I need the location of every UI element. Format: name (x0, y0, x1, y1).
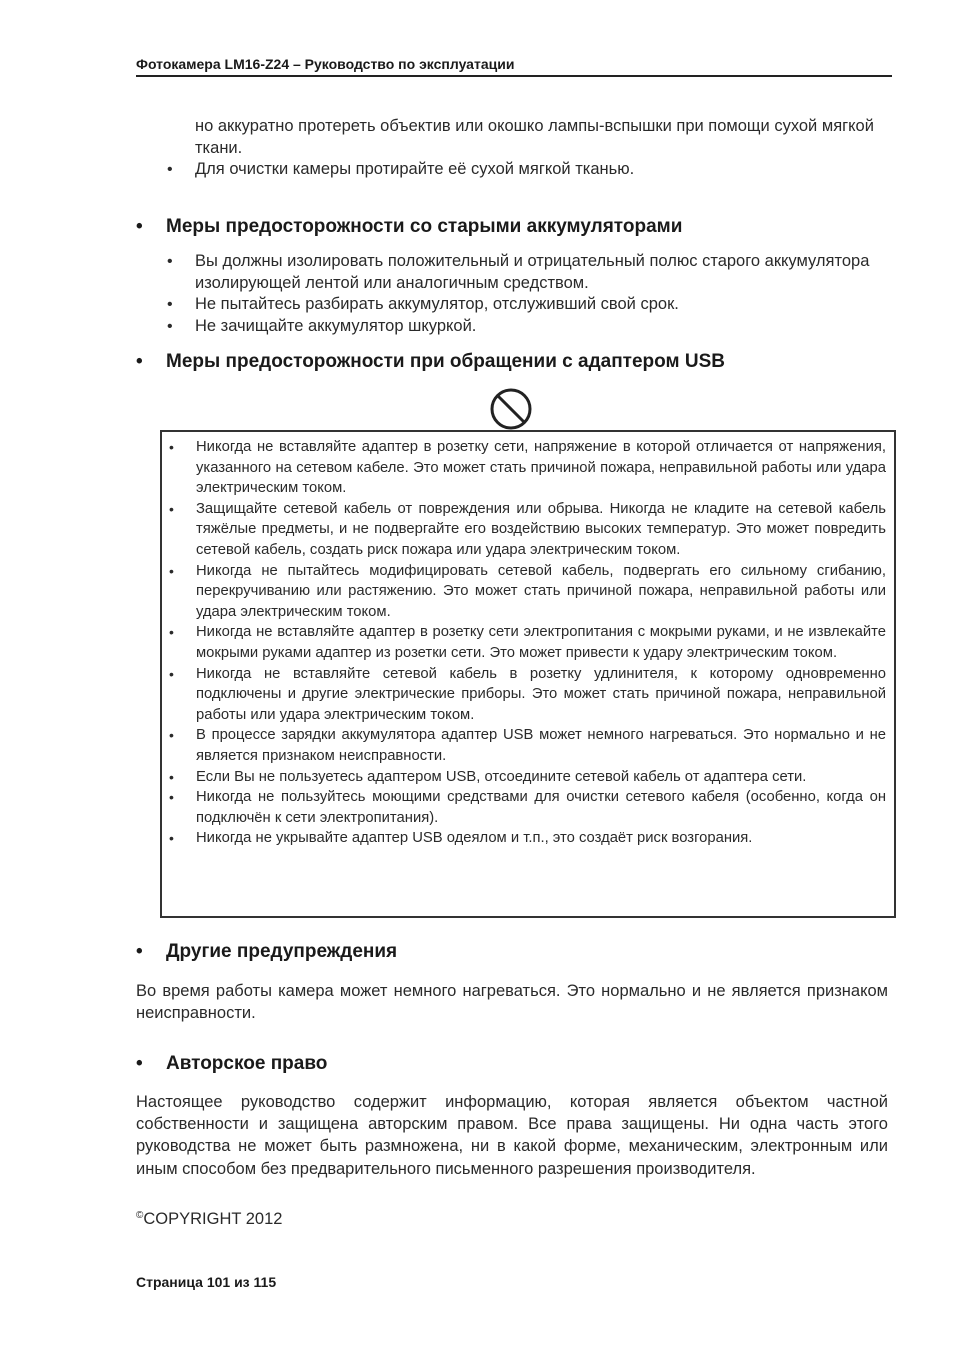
copyright-notice (136, 1210, 282, 1229)
copyright-text: Настоящее руководство содержит информацию, которая является объектом частной собственности и защищена авторским правом. Все права защищены. Ни одна часть этого руководства не может быть размножена, ни в какой форме, механическим, электронным или иным способом без предварительного письменного разрешения производителя. (136, 1093, 888, 1178)
usb-warning-box (160, 430, 896, 918)
list-item: • Если Вы не пользуетесь адаптером USB, отсоедините сетевой кабель от адаптера сети. (162, 767, 886, 788)
heading-text: Авторское право (166, 1053, 328, 1074)
bullet-icon: • (136, 1053, 143, 1074)
list-item: • Никогда не пытайтесь модифицировать сетевой кабель, подвергать его сильному сгибанию, перекручиванию или растяжению. Это может стать причиной пожара, неправильной работы или удара электрическим током. (162, 561, 886, 623)
list-item: • Для очистки камеры протирайте её сухой мягкой тканью. (136, 159, 888, 181)
page-header: Фотокамера LM16-Z24 – Руководство по эксплуатации (136, 56, 892, 77)
usb-warning-list (162, 437, 886, 849)
copyright-notice-text: COPYRIGHT 2012 (143, 1210, 283, 1228)
section-heading-usb-adapter (136, 351, 725, 373)
cleaning-section (136, 116, 888, 181)
bullet-icon: • (136, 216, 143, 237)
cleaning-list (136, 159, 888, 181)
list-item: • В процессе зарядки аккумулятора адаптер USB может немного нагреваться. Это нормально и не является признаком неисправности. (162, 725, 886, 766)
list-item: • Защищайте сетевой кабель от повреждения или обрыва. Никогда не кладите на сетевой кабель тяжёлые предметы, и не подвергайте его воздействию высоких температур. Это может повредить сетевой кабель, создать риск пожара или удара электрическим током. (162, 499, 886, 561)
list-item: • Вы должны изолировать положительный и отрицательный полюс старого аккумулятора изолирующей лентой или аналогичным средством. (136, 251, 888, 294)
list-item: • Никогда не вставляйте сетевой кабель в розетку удлинителя, к которому одновременно подключены и другие электрические приборы. Это может стать причиной пожара, неправильной работы или удара электрическим током. (162, 664, 886, 726)
copyright-symbol: © (136, 1210, 144, 1221)
list-item: • Никогда не пользуйтесь моющими средствами для очистки сетевого кабеля (особенно, когда он подключён к сети электропитания). (162, 787, 886, 828)
list-item: • Никогда не вставляйте адаптер в розетку сети электропитания с мокрыми руками, и не извлекайте мокрыми руками адаптер из розетки сети. Это может привести к удару электрическим током. (162, 622, 886, 663)
bullet-icon: • (136, 941, 143, 962)
old-batteries-section (136, 251, 888, 337)
heading-text: Другие предупреждения (166, 941, 398, 962)
other-warnings-text: Во время работы камера может немного нагреваться. Это нормально и не является признаком неисправности. (136, 982, 888, 1023)
list-item: • Не зачищайте аккумулятор шкуркой. (136, 316, 888, 338)
heading-text: Меры предосторожности со старыми аккумуляторами (166, 216, 683, 237)
section-heading-old-batteries (136, 216, 682, 238)
prohibition-icon (489, 387, 533, 431)
old-batteries-list (136, 251, 888, 337)
section-heading-copyright (136, 1053, 327, 1075)
bullet-icon: • (136, 351, 143, 372)
list-item: • Никогда не укрывайте адаптер USB одеялом и т.п., это создаёт риск возгорания. (162, 828, 886, 849)
page-number: Страница 101 из 115 (136, 1274, 277, 1290)
section-heading-other-warnings (136, 941, 397, 963)
list-item: • Никогда не вставляйте адаптер в розетку сети, напряжение в которой отличается от напряжения, указанного на сетевом кабеле. Это может стать причиной пожара, неправильной работы или удара электрическим током. (162, 437, 886, 499)
list-item: • Не пытайтесь разбирать аккумулятор, отслуживший свой срок. (136, 294, 888, 316)
heading-text: Меры предосторожности при обращении с адаптером USB (166, 351, 725, 372)
cleaning-continuation: но аккуратно протереть объектив или окошко лампы-вспышки при помощи сухой мягкой ткани. (195, 117, 874, 157)
